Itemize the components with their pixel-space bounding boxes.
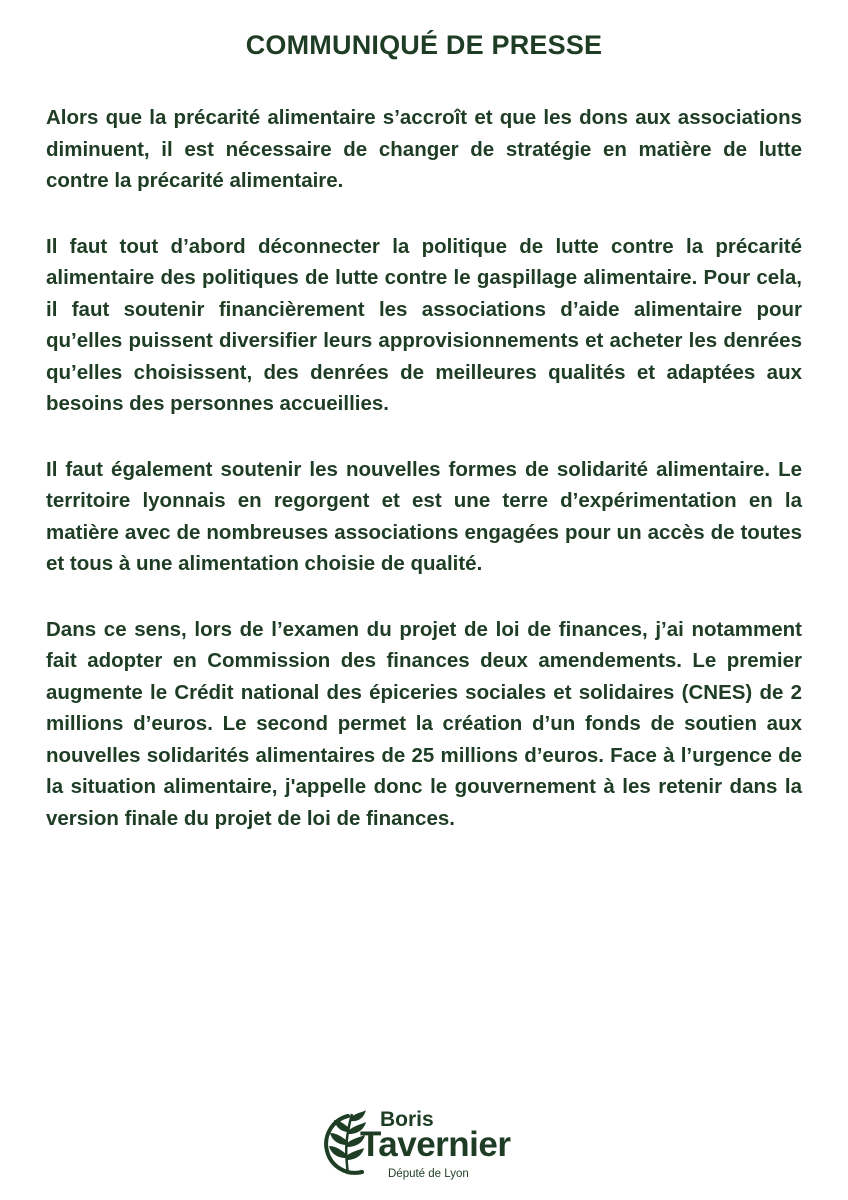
paragraph: Il faut également soutenir les nouvelles formes de solidarité alimentaire. Le territoire lyonnais en regorgent et est une terre d’expérimentation en la matière avec de nombreuses associations engagées pour un accès de toutes et tous à une alimentation choisie de qualité.	[46, 457, 802, 575]
logo-last-name: Tavernier	[360, 1125, 511, 1164]
logo-first-name: Boris	[380, 1108, 434, 1131]
press-release-body	[46, 102, 802, 868]
logo-role: Député de Lyon	[388, 1168, 469, 1180]
paragraph: Il faut tout d’abord déconnecter la politique de lutte contre la précarité alimentaire des politiques de lutte contre le gaspillage alimentaire. Pour cela, il faut soutenir financièrement les associations d’aide alimentaire pour qu’elles puissent diversifier leurs approvisionnements et acheter les denrées qu’elles choisissent, des denrées de meilleures qualités et adaptées aux besoins des personnes accueillies.	[46, 234, 802, 415]
paragraph: Dans ce sens, lors de l’examen du projet de loi de finances, j’ai notamment fait adopter en Commission des finances deux amendements. Le premier augmente le Crédit national des épiceries sociales et solidaires (CNES) de 2 millions d’euros. Le second permet la création d’un fonds de soutien aux nouvelles solidarités alimentaires de 25 millions d’euros. Face à l’urgence de la situation alimentaire, j'appelle donc le gouvernement à les retenir dans la version finale du projet de loi de finances.	[46, 617, 802, 830]
signature-logo	[318, 1108, 533, 1184]
page-title: COMMUNIQUÉ DE PRESSE	[245, 30, 603, 60]
paragraph: Alors que la précarité alimentaire s’accroît et que les dons aux associations diminuent, il est nécessaire de changer de stratégie en matière de lutte contre la précarité alimentaire.	[46, 106, 802, 192]
